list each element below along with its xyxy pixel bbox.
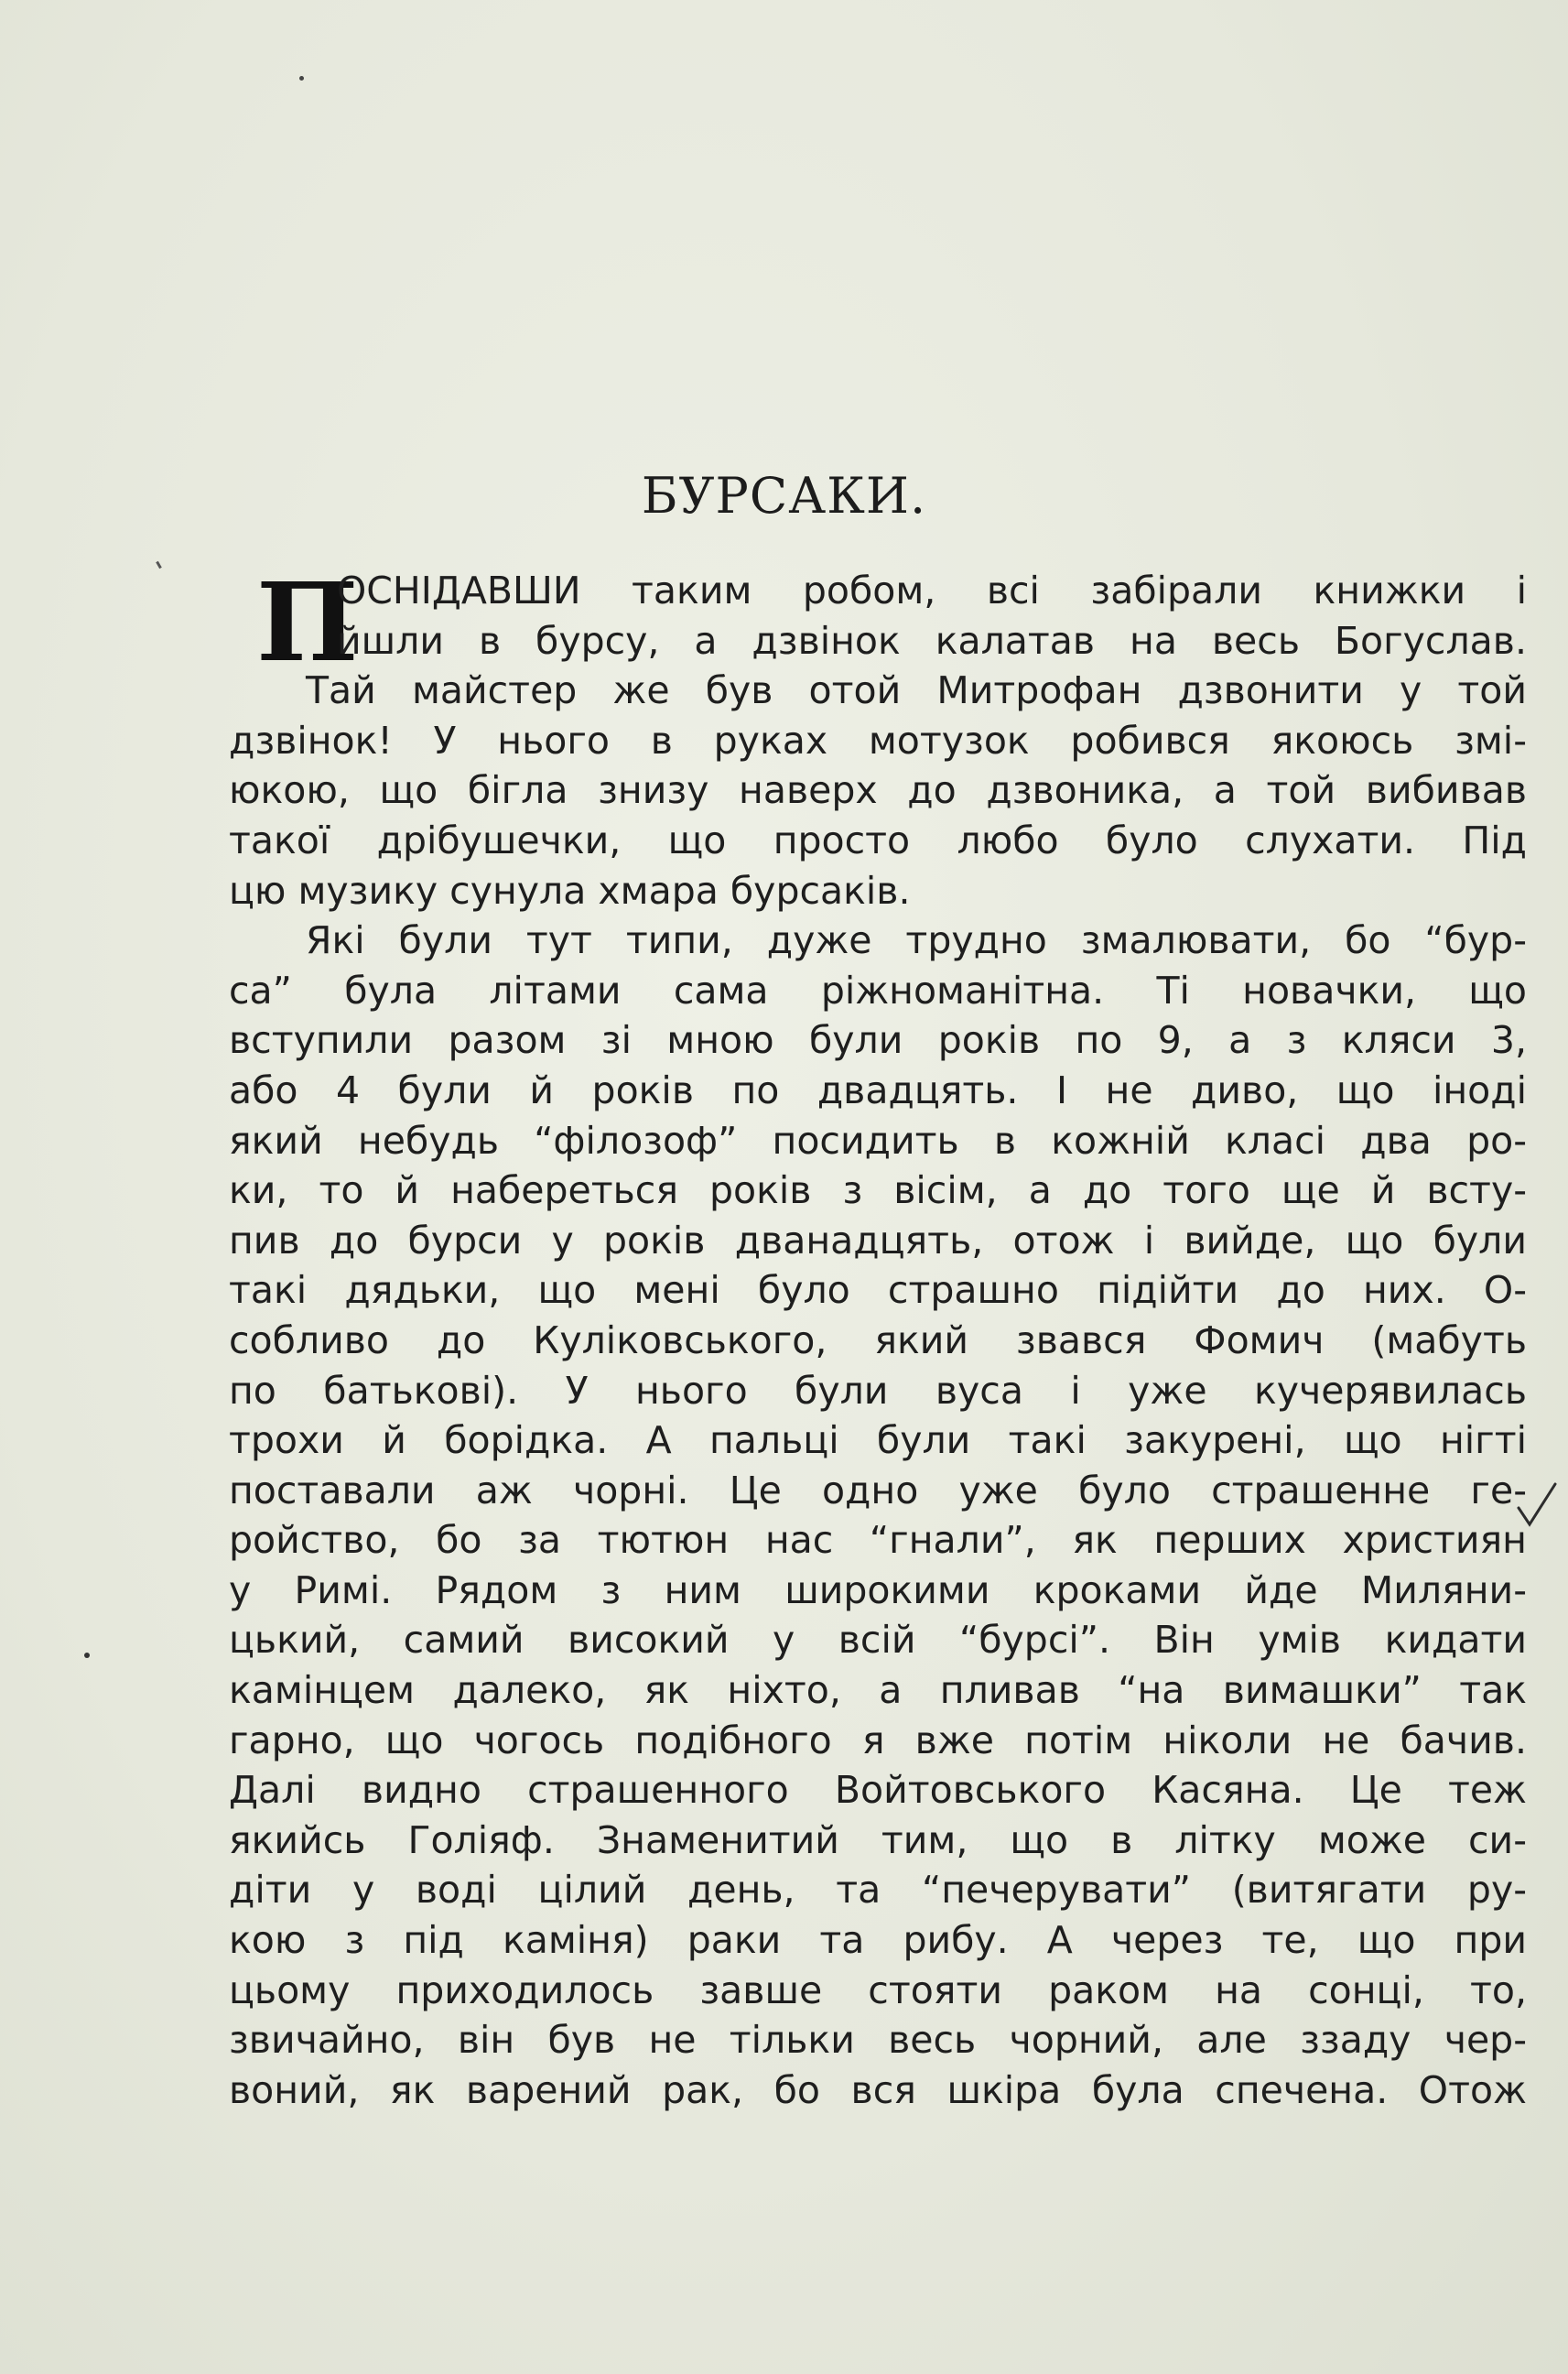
text-line: ройство, бо за тютюн нас “гнали”, як перших християн [229, 1518, 1527, 1563]
text-line: юкою, що бігла знизу наверх до дзвоника, а той вибивав [229, 768, 1527, 813]
text-line: або 4 були й років по двадцять. І не диво, що іноді [229, 1068, 1527, 1112]
text-line: цьому приходилось завше стояти раком на сонці, то, [229, 1967, 1527, 2012]
text-line: цю музику сунула хмара бурсаків. [229, 868, 911, 913]
speck-mark [84, 1653, 90, 1658]
text-line: гарно, що чогось подібного я вже потім ніколи не бачив. [229, 1718, 1527, 1762]
text-line: Тай майстер же був отой Митрофан дзвонити у той [306, 668, 1527, 713]
text-line: трохи й борідка. А пальці були такі закурені, що нігті [229, 1418, 1527, 1463]
speck-mark [299, 76, 304, 81]
text-line: Далі видно страшенного Войтовського Касяна. Це теж [229, 1768, 1527, 1813]
text-line: такої дрібушечки, що просто любо було слухати. Під [229, 818, 1527, 862]
dropcap-paragraph-start [229, 566, 1527, 666]
pencil-check-mark [1515, 1479, 1561, 1534]
text-line: вступили разом зі мною були років по 9, а з кляси 3, [229, 1018, 1527, 1063]
text-line: собливо до Куліковського, який звався Фомич (мабуть [229, 1317, 1527, 1362]
text-line: пив до бурси у років дванадцять, отож і вийде, що були [229, 1218, 1527, 1263]
text-line: дзвінок! У нього в руках мотузок робився якоюсь змі- [229, 718, 1527, 763]
text-line: діти у воді цілий день, та “печерувати” (витягати ру- [229, 1868, 1527, 1913]
text-line: камінцем далеко, як ніхто, а пливав “на вимашки” так [229, 1668, 1527, 1713]
text-line: кою з під каміня) раки та рибу. А через те, що при [229, 1918, 1527, 1963]
body-text [229, 558, 1527, 2115]
text-line: ОСНІДАВШИ таким робом, всі забірали книжки і [337, 569, 1527, 612]
text-line: поставали аж чорні. Це одно уже було страшенне ге- [229, 1468, 1527, 1512]
chapter-title: БУРСАКИ. [641, 467, 927, 525]
speck-mark [156, 561, 162, 569]
text-line: звичайно, він був не тільки весь чорний, але ззаду чер- [229, 2018, 1527, 2063]
text-line: такі дядьки, що мені було страшно підійти до них. О- [229, 1268, 1527, 1313]
text-line: Які були тут типи, дуже трудно змалювати, бо “бур- [306, 918, 1527, 963]
text-line: йшли в бурсу, а дзвінок калатав на весь Богуслав. [337, 618, 1527, 663]
text-line: по батькові). У нього були вуса і уже кучерявилась [229, 1368, 1527, 1413]
text-line: який небудь “філозоф” посидить в кожній класі два ро- [229, 1118, 1527, 1163]
text-line: воний, як варений рак, бо вся шкіра була спечена. Отож [229, 2067, 1527, 2112]
text-line: ки, то й набереться років з вісім, а до того ще й всту- [229, 1168, 1527, 1213]
drop-cap: П [256, 558, 359, 686]
text-line: у Римі. Рядом з ним широкими кроками йде Миляни- [229, 1567, 1527, 1612]
text-line: якийсь Голіяф. Знаменитий тим, що в літку може си- [229, 1817, 1527, 1862]
text-line: цький, самий високий у всій “бурсі”. Він умів кидати [229, 1618, 1527, 1663]
text-line: са” була літами сама ріжноманітна. Ті новачки, що [229, 968, 1527, 1013]
